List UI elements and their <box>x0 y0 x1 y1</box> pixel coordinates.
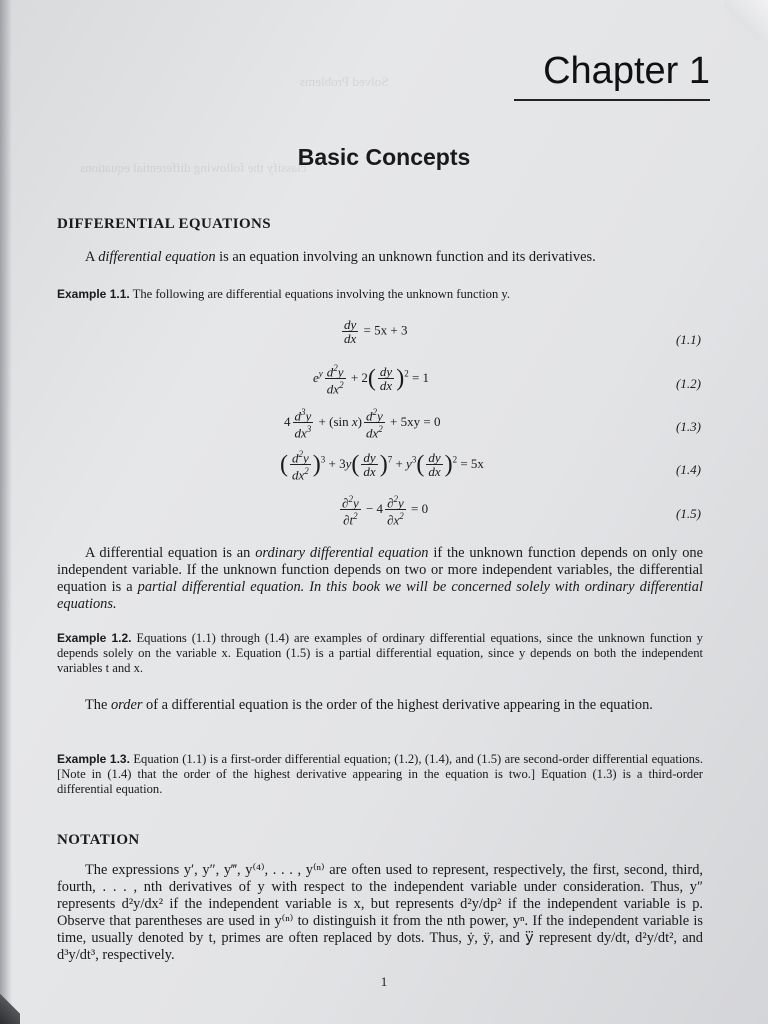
example-1-3 <box>57 752 703 797</box>
example-text: The following are differential equations involving the unknown function y. <box>132 287 511 301</box>
term-ordinary-de: ordinary differential equation <box>255 545 429 561</box>
text-run: if the unknown function depends on only one independent variable. If the unknown function depends on two or more independent variables, the differential equation is a <box>57 545 703 595</box>
equation-number: (1.5) <box>676 506 701 521</box>
notation-paragraph: The expressions y′, y″, y‴, y⁽⁴⁾, . . . , y⁽ⁿ⁾ are often used to represent, respectively, the first, second, third, fourth, . . . , nth derivatives of y with respect to the independent variable under consideration. Thus, y″ represents d²y/dx² if the independent variable is x, but represents d²y/dp² if the independent variable is p. Observe that parentheses are used in y⁽ⁿ⁾ to distinguish it from the nth power, yⁿ. If the independent variable is time, usually denoted by t, primes are often replaced by dots. Thus, ẏ, ÿ, and y⃛ represent dy/dt, d²y/dt², and d³y/dt³, respectively. <box>57 862 703 963</box>
equation-rhs: + 5xy = 0 <box>390 413 441 429</box>
equation-rhs: = 1 <box>411 369 430 385</box>
text-run: The <box>85 697 111 713</box>
chapter-heading: Chapter 1 <box>543 50 710 92</box>
equation-1-1: $\frac{dy}{dx}$ = 5x + 3 <box>344 317 408 346</box>
bleed-through-text: Solved Problems <box>300 74 389 89</box>
page-corner-fold <box>724 0 768 40</box>
equation-rhs: = 5x + 3 <box>363 322 408 338</box>
text-run: of a differential equation is the order of the highest derivative appearing in the equation. <box>142 697 653 713</box>
definition-term: differential equation <box>98 249 216 265</box>
bleed-through-text: classify the following differential equations <box>80 160 307 175</box>
equation-number: (1.3) <box>676 419 701 434</box>
example-text: Equation (1.1) is a first-order differential equation; (1.2), (1.4), and (1.5) are second-order differential equations. [Note in (1.4) that the order of the highest derivative appearing in the equation is two.] Equation (1.3) is a third-order differential equation. <box>57 752 703 796</box>
example-label: Example 1.2. <box>57 631 132 645</box>
equation-number: (1.4) <box>676 462 701 477</box>
equation-rhs: = 5x <box>460 455 484 471</box>
definition-paragraph <box>57 249 703 266</box>
equation-rhs: = 0 <box>411 500 429 516</box>
equation-1-3: 4 $\frac{d^3y}{dx^3}$ + (sin x) $\frac{d^2y}{dx^2}$ + 5xy = 0 <box>284 407 441 441</box>
equation-1-5: $\frac{\partial^2y}{\partial t^2}$ − 4 $\frac{\partial^2y}{\partial x^2}$ = 0 <box>342 494 429 528</box>
chapter-title: Basic Concepts <box>297 144 471 170</box>
example-1-2 <box>57 631 703 676</box>
example-label: Example 1.1. <box>57 287 130 301</box>
chapter-rule <box>514 99 710 101</box>
example-label: Example 1.3. <box>57 752 130 766</box>
equation-1-4: ( $\frac{d^2y}{dx^2}$ )$^3$ + 3y( $\frac{dy}{dx}$ )$^7 + y^3$( $\frac{dy}{dx}$ )$^2$ = 5x <box>280 449 484 483</box>
equation-1-2: $e^y$ $\frac{d^2y}{dx^2}$ + 2( $\frac{dy}{dx}$ )$^2$ = 1 <box>313 363 430 397</box>
page-number: 1 <box>380 974 388 989</box>
example-text: Equations (1.1) through (1.4) are examples of ordinary differential equations, since the unknown function y depends solely on the variable x. Equation (1.5) is a partial differential equation, since y depends on both the independent variables t and x. <box>57 631 703 675</box>
page-bottom-corner <box>0 984 20 1024</box>
ordinary-partial-paragraph <box>57 545 703 613</box>
section-heading-notation: NOTATION <box>57 832 140 848</box>
example-1-1 <box>57 287 703 302</box>
text-run: A differential equation is an <box>85 545 256 561</box>
definition-post: is an equation involving an unknown function and its derivatives. <box>215 249 596 265</box>
definition-pre: A <box>85 249 99 265</box>
term-order: order <box>110 697 143 713</box>
section-heading-differential-equations: DIFFERENTIAL EQUATIONS <box>57 216 271 232</box>
equation-number: (1.2) <box>676 376 701 391</box>
equation-number: (1.1) <box>676 332 701 347</box>
order-paragraph <box>57 697 703 714</box>
term-partial-de: partial differential equation. In this book we will be concerned solely with ordinary differential equations. <box>57 579 703 612</box>
